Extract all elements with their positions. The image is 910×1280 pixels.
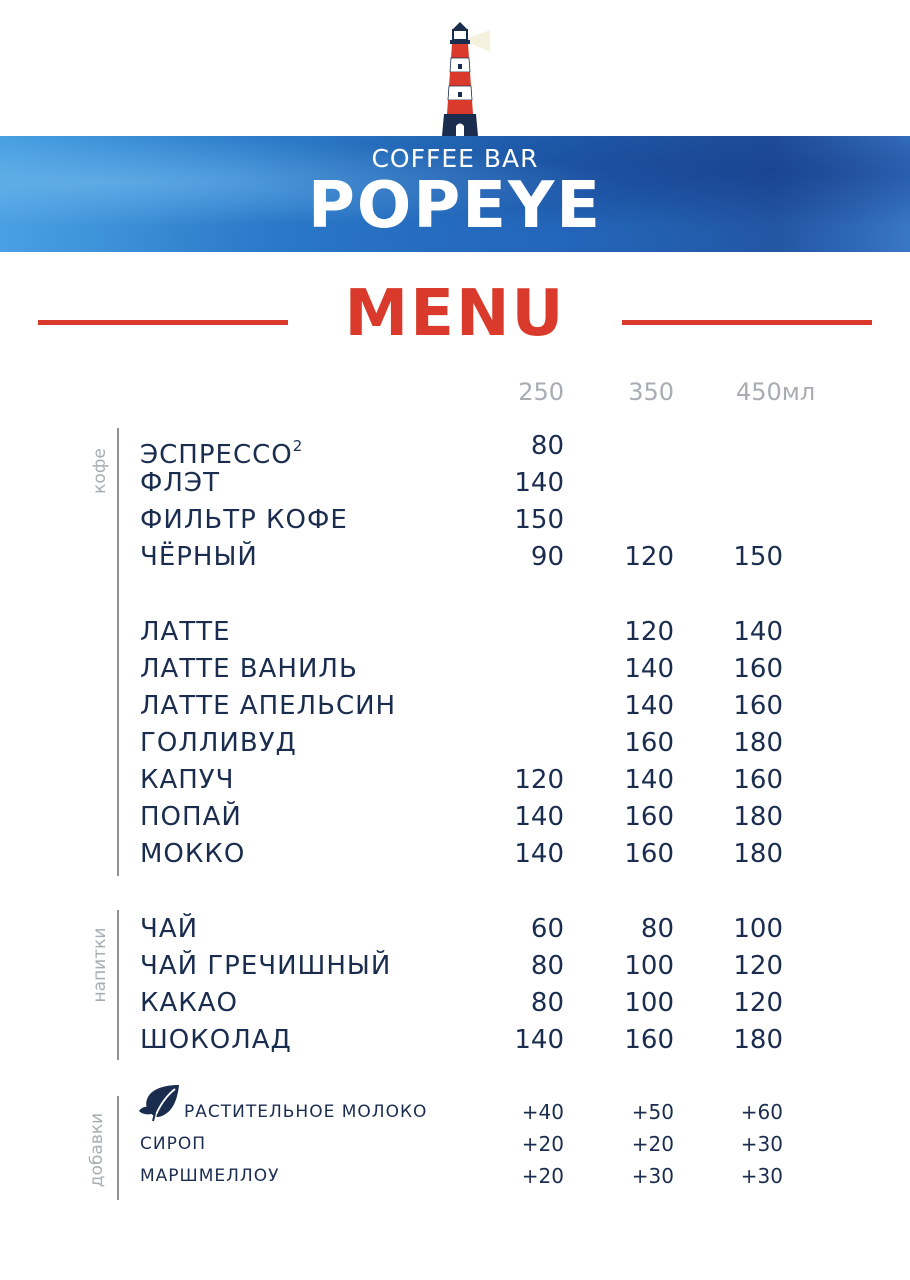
price-250: 80 — [530, 431, 564, 461]
addon-name: РАСТИТЕЛЬНОЕ МОЛОКО — [184, 1102, 428, 1122]
price-450: 120 — [733, 951, 783, 981]
size-header-250: 250 — [518, 378, 564, 406]
menu-row — [0, 688, 910, 725]
price-450: 140 — [733, 617, 783, 647]
item-name: ЧАЙ — [140, 914, 199, 944]
section-label-coffee: кофе — [90, 448, 110, 494]
price-350: 120 — [624, 617, 674, 647]
item-name: ЭСПРЕССО$^2$ — [140, 437, 304, 470]
menu-row — [0, 614, 910, 651]
price-450: 150 — [733, 542, 783, 572]
price-450: 160 — [733, 654, 783, 684]
lighthouse-icon — [430, 20, 490, 138]
price-250: 140 — [514, 1025, 564, 1055]
item-name: ЛАТТЕ — [140, 617, 231, 647]
menu-row — [0, 465, 910, 502]
price-350: 160 — [624, 802, 674, 832]
price-250: 90 — [530, 542, 564, 572]
price-350: 160 — [624, 1025, 674, 1055]
price-350: 80 — [640, 914, 674, 944]
item-name: ФЛЭТ — [140, 468, 220, 498]
item-name: ЛАТТЕ ВАНИЛЬ — [140, 654, 358, 684]
menu-row — [0, 428, 910, 470]
price-450: 160 — [733, 691, 783, 721]
item-name: ГОЛЛИВУД — [140, 728, 297, 758]
price-450: 100 — [733, 914, 783, 944]
price-450: 180 — [733, 802, 783, 832]
price-250: 60 — [530, 914, 564, 944]
price-350: 140 — [624, 691, 674, 721]
menu-divider-left — [38, 320, 288, 325]
menu-row — [0, 836, 910, 873]
price-350: 160 — [624, 728, 674, 758]
price-250: 150 — [514, 505, 564, 535]
menu-row — [0, 651, 910, 688]
item-name: ЧАЙ ГРЕЧИШНЫЙ — [140, 951, 392, 981]
price-250: 80 — [530, 951, 564, 981]
item-name: МОККО — [140, 839, 246, 869]
item-name: КАПУЧ — [140, 765, 235, 795]
menu-row — [0, 539, 910, 576]
item-name: ЛАТТЕ АПЕЛЬСИН — [140, 691, 397, 721]
price-450: +30 — [740, 1164, 783, 1188]
price-350: +50 — [631, 1100, 674, 1124]
price-250: +40 — [521, 1100, 564, 1124]
menu-row — [0, 985, 910, 1022]
header-banner — [0, 136, 910, 252]
size-header-450: 450мл — [736, 378, 816, 406]
price-250: +20 — [521, 1164, 564, 1188]
price-350: +30 — [631, 1164, 674, 1188]
price-450: 120 — [733, 988, 783, 1018]
price-250: 120 — [514, 765, 564, 795]
menu-divider-right — [622, 320, 872, 325]
item-name: КАКАО — [140, 988, 238, 1018]
menu-row — [0, 799, 910, 836]
menu-row — [0, 1022, 910, 1059]
price-350: 160 — [624, 839, 674, 869]
price-450: 180 — [733, 1025, 783, 1055]
price-450: +60 — [740, 1100, 783, 1124]
addon-prices — [0, 1097, 910, 1127]
section-label-drinks: напитки — [90, 927, 110, 1003]
price-350: 140 — [624, 654, 674, 684]
menu-title: MENU — [344, 277, 566, 351]
item-name: ШОКОЛАД — [140, 1025, 292, 1055]
addon-name: МАРШМЕЛЛОУ — [140, 1166, 280, 1186]
item-name: ЧЁРНЫЙ — [140, 542, 258, 572]
addon-name: СИРОП — [140, 1134, 207, 1154]
price-450: 180 — [733, 839, 783, 869]
size-header-350: 350 — [628, 378, 674, 406]
menu-row — [0, 762, 910, 799]
menu-row — [0, 725, 910, 762]
addon-row — [0, 1161, 910, 1191]
price-350: 100 — [624, 988, 674, 1018]
banner-title: POPEYE — [308, 169, 602, 243]
price-450: 160 — [733, 765, 783, 795]
section-label-addons: добавки — [87, 1112, 107, 1188]
price-350: 100 — [624, 951, 674, 981]
price-250: 80 — [530, 988, 564, 1018]
price-350: +20 — [631, 1132, 674, 1156]
price-350: 120 — [624, 542, 674, 572]
menu-row — [0, 911, 910, 948]
price-250: 140 — [514, 839, 564, 869]
price-250: 140 — [514, 468, 564, 498]
menu-row — [0, 502, 910, 539]
price-250: +20 — [521, 1132, 564, 1156]
item-name: ФИЛЬТР КОФЕ — [140, 505, 348, 535]
price-250: 140 — [514, 802, 564, 832]
item-name: ПОПАЙ — [140, 802, 242, 832]
price-350: 140 — [624, 765, 674, 795]
banner-subtitle: COFFEE BAR — [371, 144, 539, 173]
addon-row — [0, 1129, 910, 1159]
price-450: 180 — [733, 728, 783, 758]
menu-row — [0, 948, 910, 985]
price-450: +30 — [740, 1132, 783, 1156]
